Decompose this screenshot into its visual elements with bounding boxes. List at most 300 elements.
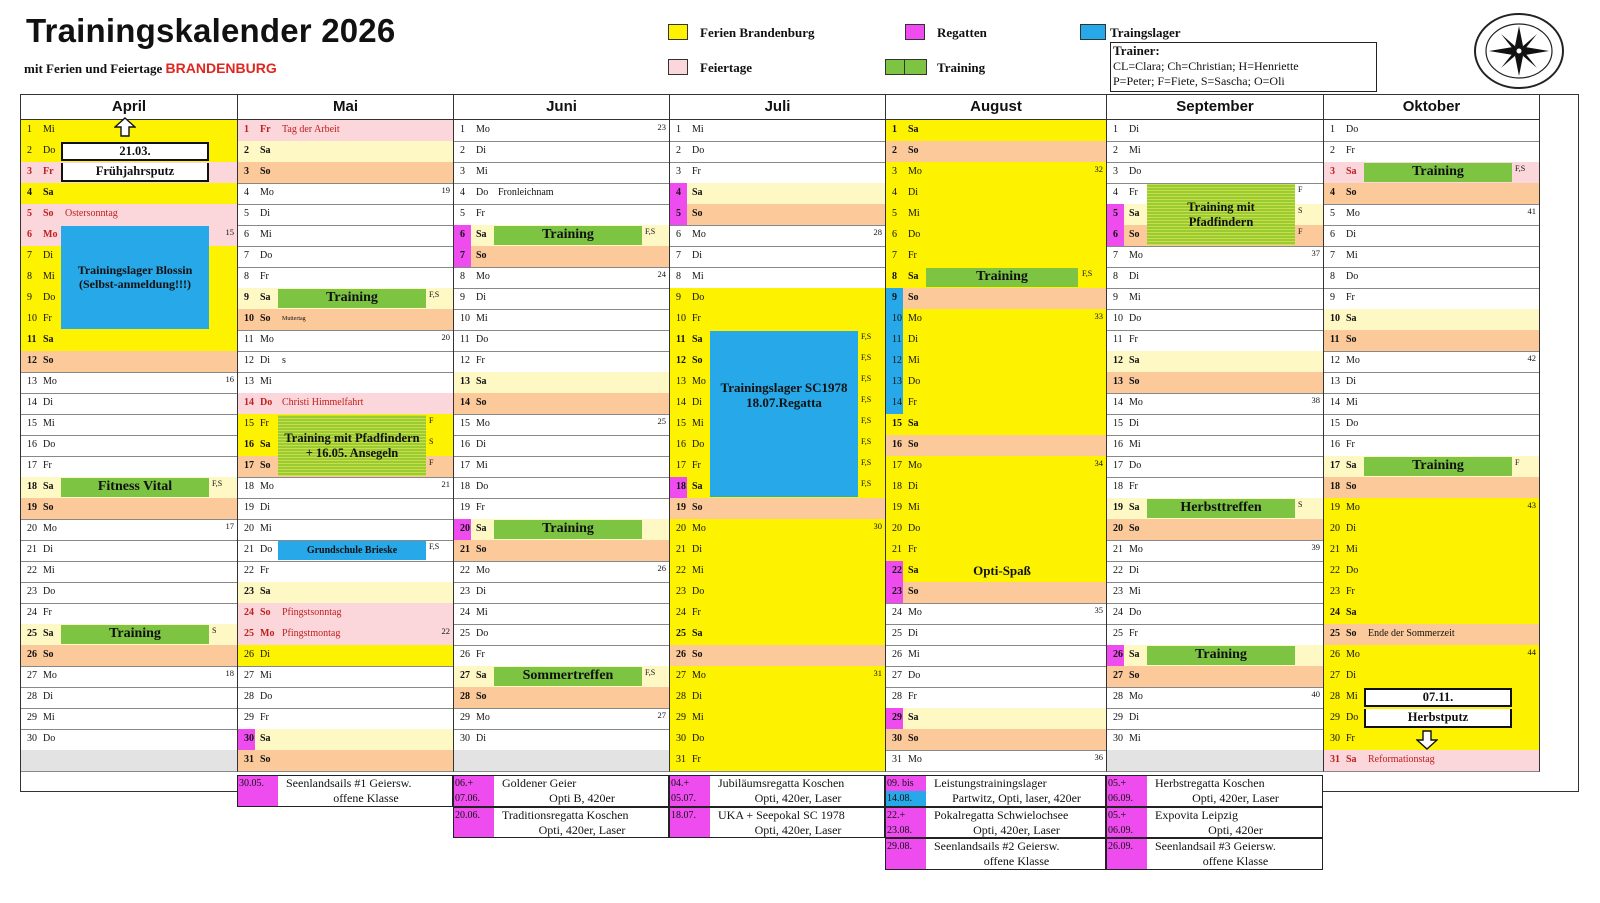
legend-swatch-training <box>885 59 927 75</box>
day-cell[interactable] <box>886 624 1107 646</box>
day-cell[interactable] <box>238 120 454 142</box>
day-cell[interactable] <box>21 582 238 604</box>
training-april[interactable]: Training <box>61 625 209 644</box>
day-cell[interactable] <box>670 309 886 331</box>
weekday: Mo <box>260 334 274 345</box>
day-cell[interactable] <box>886 120 1107 142</box>
day-cell[interactable] <box>886 204 1107 226</box>
regatta-entry[interactable] <box>885 807 1106 839</box>
day-cell[interactable] <box>886 498 1107 520</box>
day-cell[interactable] <box>670 204 886 226</box>
weekday: Di <box>43 544 53 555</box>
day-number: 22 <box>1330 565 1340 576</box>
day-cell[interactable] <box>1324 414 1540 436</box>
day-cell[interactable] <box>238 204 454 226</box>
day-cell[interactable] <box>454 540 670 562</box>
day-cell[interactable] <box>238 351 454 373</box>
day-cell[interactable] <box>238 330 454 352</box>
day-cell[interactable] <box>1324 204 1540 226</box>
day-cell[interactable] <box>21 561 238 583</box>
fruehjahrsputz-date[interactable]: 21.03. <box>61 142 209 161</box>
regatta-entry[interactable] <box>1106 775 1323 807</box>
herbstputz[interactable]: Herbstputz <box>1364 709 1512 728</box>
day-cell[interactable] <box>1107 351 1324 373</box>
day-cell[interactable] <box>21 666 238 688</box>
day-cell[interactable] <box>886 750 1107 772</box>
day-cell[interactable] <box>1107 666 1324 688</box>
weekday: Fr <box>260 565 269 576</box>
day-cell[interactable] <box>670 120 886 142</box>
regatta-name: Seenlandsails #1 Geiersw. <box>286 776 412 790</box>
day-number: 11 <box>244 334 254 345</box>
day-cell[interactable] <box>21 645 238 667</box>
day-cell[interactable] <box>21 330 238 352</box>
day-cell[interactable] <box>454 456 670 478</box>
regatta-entry[interactable] <box>237 775 453 807</box>
weekday: Di <box>43 397 53 408</box>
day-cell[interactable] <box>454 246 670 268</box>
day-number: 24 <box>676 607 686 618</box>
regatta-entry[interactable] <box>453 807 669 839</box>
day-cell[interactable] <box>1107 414 1324 436</box>
day-number: 18 <box>27 481 37 492</box>
day-cell[interactable] <box>886 183 1107 205</box>
day-cell[interactable] <box>1324 540 1540 562</box>
weekday: Mo <box>476 124 490 135</box>
day-cell[interactable] <box>1324 120 1540 142</box>
day-cell[interactable] <box>886 309 1107 331</box>
regatta-date: 18.07. <box>670 808 710 838</box>
day-number: 7 <box>244 250 249 261</box>
day-cell[interactable] <box>21 687 238 709</box>
day-cell[interactable] <box>1107 309 1324 331</box>
day-cell[interactable] <box>454 624 670 646</box>
day-cell[interactable] <box>670 246 886 268</box>
day-cell[interactable] <box>1107 708 1324 730</box>
weekday: Do <box>1129 460 1142 471</box>
weekday: Fr <box>908 544 917 555</box>
day-cell[interactable] <box>670 225 886 247</box>
weekday: So <box>692 208 703 219</box>
day-cell[interactable] <box>21 351 238 373</box>
day-number: 19 <box>1113 502 1123 513</box>
day-cell[interactable] <box>1324 624 1540 646</box>
day-number: 23 <box>676 586 686 597</box>
day-cell[interactable] <box>238 141 454 163</box>
weekday: Fr <box>692 460 701 471</box>
weekday: So <box>476 397 487 408</box>
day-cell[interactable] <box>886 225 1107 247</box>
day-cell[interactable] <box>238 687 454 709</box>
day-cell[interactable] <box>670 519 886 541</box>
day-cell[interactable] <box>1324 582 1540 604</box>
weekday: Mo <box>908 313 922 324</box>
day-cell[interactable] <box>454 477 670 499</box>
day-cell[interactable] <box>454 414 670 436</box>
day-cell[interactable] <box>238 729 454 751</box>
training-august[interactable]: Training <box>926 268 1078 287</box>
weekday: Mo <box>1346 502 1360 513</box>
day-number: 29 <box>1330 712 1340 723</box>
day-cell[interactable] <box>1324 393 1540 415</box>
day-cell[interactable] <box>886 330 1107 352</box>
day-cell[interactable] <box>21 456 238 478</box>
day-cell[interactable] <box>1107 288 1324 310</box>
day-cell[interactable] <box>1107 141 1324 163</box>
day-cell[interactable] <box>454 603 670 625</box>
weekday: Fr <box>908 397 917 408</box>
day-cell[interactable] <box>454 561 670 583</box>
day-cell[interactable] <box>21 498 238 520</box>
day-cell[interactable] <box>454 498 670 520</box>
day-cell[interactable] <box>886 645 1107 667</box>
regatta-classes: Partwitz, Opti, laser, 420er <box>952 791 1081 805</box>
day-note: Pfingstmontag <box>282 628 341 639</box>
day-number: 5 <box>27 208 32 219</box>
day-cell[interactable] <box>1107 603 1324 625</box>
day-number: 4 <box>27 187 32 198</box>
day-cell[interactable] <box>238 225 454 247</box>
day-cell[interactable] <box>1324 288 1540 310</box>
fruehjahrsputz[interactable]: Frühjahrsputz <box>61 163 209 182</box>
day-cell[interactable] <box>1324 141 1540 163</box>
day-cell[interactable] <box>1107 456 1324 478</box>
day-number: 26 <box>244 649 254 660</box>
day-cell[interactable] <box>1107 519 1324 541</box>
day-cell[interactable] <box>670 729 886 751</box>
day-cell[interactable] <box>1324 372 1540 394</box>
day-cell[interactable] <box>670 708 886 730</box>
trainer-badge: F <box>1298 227 1303 236</box>
day-cell[interactable] <box>1107 267 1324 289</box>
regatta-classes: offene Klasse <box>983 854 1050 868</box>
week-number: 19 <box>441 185 450 195</box>
trainingslager-blossin[interactable] <box>61 226 209 329</box>
training-oktober-2[interactable]: Training <box>1364 457 1512 476</box>
day-cell[interactable] <box>1324 750 1540 772</box>
day-cell[interactable] <box>670 603 886 625</box>
day-cell[interactable] <box>21 729 238 751</box>
training-mai[interactable]: Training <box>278 289 426 308</box>
regatta-entry[interactable] <box>1106 838 1323 870</box>
day-cell[interactable] <box>1324 309 1540 331</box>
day-number: 1 <box>892 124 897 135</box>
day-cell[interactable] <box>1324 330 1540 352</box>
day-cell[interactable] <box>886 162 1107 184</box>
trainer-badge: F,S <box>861 374 872 383</box>
day-cell[interactable] <box>454 687 670 709</box>
weekday: So <box>908 586 919 597</box>
day-cell[interactable] <box>238 267 454 289</box>
day-cell[interactable] <box>454 645 670 667</box>
day-number: 8 <box>676 271 681 282</box>
weekday: Di <box>43 691 53 702</box>
regatta-classes: offene Klasse <box>1202 854 1269 868</box>
weekday: So <box>260 313 271 324</box>
day-cell[interactable] <box>21 519 238 541</box>
training-pfadfinder-september[interactable] <box>1147 184 1295 245</box>
day-cell[interactable] <box>1324 498 1540 520</box>
trainer-badge: F,S <box>429 542 440 551</box>
day-cell[interactable] <box>670 624 886 646</box>
day-cell[interactable] <box>21 435 238 457</box>
day-cell[interactable] <box>21 540 238 562</box>
day-cell[interactable] <box>1107 624 1324 646</box>
day-cell[interactable] <box>670 540 886 562</box>
day-cell[interactable] <box>454 120 670 142</box>
day-cell[interactable] <box>886 666 1107 688</box>
day-cell[interactable] <box>454 729 670 751</box>
day-cell[interactable] <box>454 435 670 457</box>
training-oktober-1[interactable]: Training <box>1364 163 1512 182</box>
herbstputz-date[interactable]: 07.11. <box>1364 688 1512 707</box>
day-number: 17 <box>892 460 902 471</box>
day-cell[interactable] <box>886 540 1107 562</box>
day-cell[interactable] <box>886 729 1107 751</box>
day-cell[interactable] <box>238 750 454 772</box>
day-cell[interactable] <box>238 183 454 205</box>
training-pfadfinder-september-line-2: Pfadfindern <box>1188 214 1254 229</box>
day-cell[interactable] <box>1107 246 1324 268</box>
day-cell[interactable] <box>886 351 1107 373</box>
day-cell[interactable] <box>454 372 670 394</box>
trainer-badge: F,S <box>429 290 440 299</box>
regatta-date: 09. bis 14.08. <box>886 776 926 806</box>
day-cell[interactable] <box>1107 162 1324 184</box>
day-cell[interactable] <box>670 288 886 310</box>
day-cell[interactable] <box>670 666 886 688</box>
day-cell[interactable] <box>238 582 454 604</box>
weekday: Di <box>260 208 270 219</box>
day-cell[interactable] <box>886 393 1107 415</box>
day-cell[interactable] <box>1324 267 1540 289</box>
day-cell[interactable] <box>238 372 454 394</box>
day-cell[interactable] <box>1324 519 1540 541</box>
day-cell[interactable] <box>1107 330 1324 352</box>
weekday: Fr <box>43 166 54 177</box>
day-cell[interactable] <box>670 141 886 163</box>
day-cell[interactable] <box>670 561 886 583</box>
day-cell[interactable] <box>238 246 454 268</box>
day-number: 24 <box>460 607 470 618</box>
day-cell[interactable] <box>454 141 670 163</box>
day-number: 31 <box>892 754 902 765</box>
trainer-badge: S <box>429 437 434 446</box>
regatta-classes: Opti, 420er, Laser <box>973 822 1060 837</box>
day-cell[interactable] <box>886 414 1107 436</box>
day-number: 18 <box>1330 481 1340 492</box>
day-cell[interactable] <box>1324 435 1540 457</box>
day-number: 17 <box>244 460 254 471</box>
day-number: 10 <box>1330 313 1340 324</box>
day-cell[interactable] <box>670 498 886 520</box>
day-cell[interactable] <box>21 708 238 730</box>
day-cell[interactable] <box>454 330 670 352</box>
day-number: 30 <box>676 733 686 744</box>
day-number: 9 <box>244 292 249 303</box>
day-number: 14 <box>892 397 902 408</box>
day-cell[interactable] <box>238 561 454 583</box>
day-cell[interactable] <box>1324 351 1540 373</box>
day-cell[interactable] <box>886 246 1107 268</box>
day-cell[interactable] <box>454 309 670 331</box>
day-cell[interactable] <box>1107 582 1324 604</box>
regatta-classes: Opti, 420er, Laser <box>754 791 842 805</box>
trainer-badge: F <box>429 416 434 425</box>
day-cell[interactable] <box>454 162 670 184</box>
regatta-entry[interactable] <box>453 775 669 807</box>
sommertreffen[interactable]: Sommertreffen <box>494 667 642 686</box>
month-header-mai: Mai <box>238 95 454 120</box>
day-cell[interactable] <box>670 267 886 289</box>
training-juni-2[interactable]: Training <box>494 520 642 539</box>
day-cell[interactable] <box>886 372 1107 394</box>
day-cell[interactable] <box>670 750 886 772</box>
day-cell[interactable] <box>1324 477 1540 499</box>
day-cell[interactable] <box>454 393 670 415</box>
day-cell[interactable] <box>454 708 670 730</box>
day-cell[interactable] <box>1324 603 1540 625</box>
day-cell[interactable] <box>670 582 886 604</box>
day-cell[interactable] <box>886 519 1107 541</box>
day-cell[interactable] <box>886 687 1107 709</box>
day-cell[interactable] <box>886 708 1107 730</box>
day-cell[interactable] <box>886 477 1107 499</box>
day-number: 22 <box>27 565 37 576</box>
day-cell[interactable] <box>238 519 454 541</box>
day-cell[interactable] <box>886 582 1107 604</box>
day-cell[interactable] <box>1107 561 1324 583</box>
day-cell[interactable] <box>1324 561 1540 583</box>
day-number: 10 <box>460 313 470 324</box>
day-cell[interactable] <box>238 624 454 646</box>
day-cell[interactable] <box>21 183 238 205</box>
day-cell[interactable] <box>886 456 1107 478</box>
day-cell[interactable] <box>1107 540 1324 562</box>
day-number: 22 <box>892 565 902 576</box>
regatta-entry[interactable] <box>669 775 885 807</box>
grundschule-brieske[interactable]: Grundschule Brieske <box>278 541 426 560</box>
training-juni-1[interactable]: Training <box>494 226 642 245</box>
week-number: 27 <box>657 710 666 720</box>
weekday: Fr <box>692 607 701 618</box>
trainer-heading: Trainer: <box>1113 43 1160 58</box>
day-number: 17 <box>1113 460 1123 471</box>
day-number: 24 <box>892 607 902 618</box>
day-cell[interactable] <box>670 162 886 184</box>
weekday: So <box>260 754 271 765</box>
day-cell[interactable] <box>1107 477 1324 499</box>
day-cell[interactable] <box>21 393 238 415</box>
regatta-classes: Opti B, 420er <box>549 791 615 805</box>
trainer-line-1: CL=Clara; Ch=Christian; H=Henriette <box>1113 59 1299 73</box>
day-number: 2 <box>676 145 681 156</box>
day-cell[interactable] <box>1324 645 1540 667</box>
regatta-classes: Opti, 420er <box>1208 822 1263 837</box>
day-cell[interactable] <box>454 204 670 226</box>
day-cell[interactable] <box>1324 666 1540 688</box>
regatta-entry[interactable] <box>885 838 1106 870</box>
fitness-vital[interactable]: Fitness Vital <box>61 478 209 497</box>
day-cell[interactable] <box>454 288 670 310</box>
day-cell[interactable] <box>454 183 670 205</box>
day-cell[interactable] <box>238 498 454 520</box>
month-header-juli: Juli <box>670 95 886 120</box>
day-cell[interactable] <box>454 351 670 373</box>
weekday: Di <box>1346 523 1356 534</box>
weekday: Sa <box>692 628 703 639</box>
day-cell[interactable] <box>238 162 454 184</box>
day-cell[interactable] <box>454 582 670 604</box>
day-cell[interactable] <box>238 666 454 688</box>
weekday: Mo <box>692 229 706 240</box>
weekday: Fr <box>692 313 701 324</box>
day-number: 16 <box>676 439 686 450</box>
regatta-entry[interactable] <box>1106 807 1323 839</box>
day-cell[interactable] <box>238 708 454 730</box>
weekday: Sa <box>476 376 487 387</box>
day-cell[interactable] <box>886 603 1107 625</box>
day-number: 8 <box>460 271 465 282</box>
day-cell[interactable] <box>670 645 886 667</box>
day-cell[interactable] <box>1324 183 1540 205</box>
day-cell[interactable] <box>670 687 886 709</box>
day-cell[interactable] <box>238 393 454 415</box>
day-cell[interactable] <box>21 204 238 226</box>
day-number: 21 <box>1330 544 1340 555</box>
day-cell[interactable] <box>1107 729 1324 751</box>
day-cell[interactable] <box>1107 435 1324 457</box>
weekday: Di <box>908 187 918 198</box>
regatta-entry[interactable] <box>885 775 1106 807</box>
day-cell[interactable] <box>1107 120 1324 142</box>
weekday: So <box>1346 334 1357 345</box>
day-cell[interactable] <box>238 645 454 667</box>
trainingslager-sc1978[interactable] <box>710 331 858 497</box>
day-number: 4 <box>676 187 681 198</box>
training-pfadfinder-mai[interactable] <box>278 415 426 476</box>
day-cell[interactable] <box>1324 225 1540 247</box>
day-cell[interactable] <box>886 288 1107 310</box>
day-cell[interactable] <box>1107 372 1324 394</box>
day-cell[interactable] <box>21 603 238 625</box>
day-number: 6 <box>27 229 32 240</box>
herbsttreffen[interactable]: Herbsttreffen <box>1147 499 1295 518</box>
day-cell[interactable] <box>21 372 238 394</box>
weekday: Di <box>43 250 53 261</box>
day-cell[interactable] <box>1107 393 1324 415</box>
day-number: 20 <box>1113 523 1123 534</box>
regatta-entry[interactable] <box>669 807 885 839</box>
day-cell[interactable] <box>670 183 886 205</box>
day-cell[interactable] <box>886 435 1107 457</box>
day-cell[interactable] <box>1107 687 1324 709</box>
weekday: Do <box>260 397 273 408</box>
day-cell[interactable] <box>886 141 1107 163</box>
weekday: Sa <box>476 670 487 681</box>
trainer-badge: F,S <box>861 353 872 362</box>
training-september[interactable]: Training <box>1147 646 1295 665</box>
day-cell[interactable] <box>238 477 454 499</box>
day-cell[interactable] <box>1324 246 1540 268</box>
opti-spass[interactable]: Opti-Spaß <box>973 563 1031 579</box>
weekday: Sa <box>1129 502 1140 513</box>
day-cell[interactable] <box>238 603 454 625</box>
day-cell[interactable] <box>21 414 238 436</box>
day-cell[interactable] <box>454 267 670 289</box>
weekday: Mi <box>1129 145 1141 156</box>
day-cell[interactable] <box>238 309 454 331</box>
